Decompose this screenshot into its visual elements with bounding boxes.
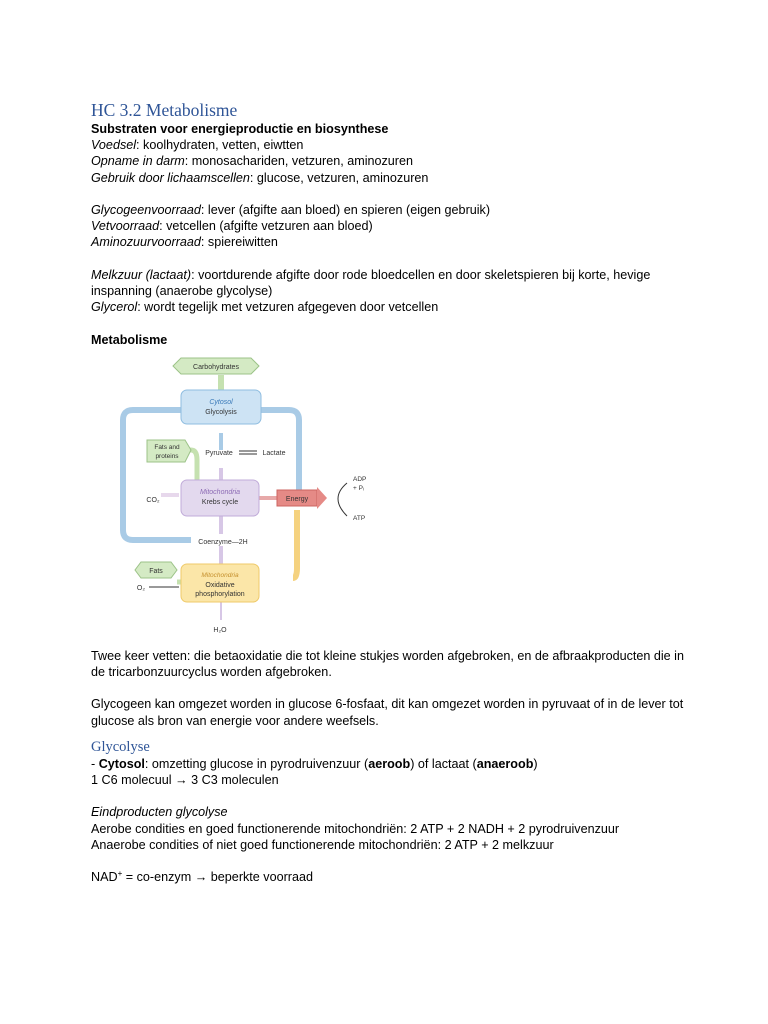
proteins-label: proteins [155, 452, 179, 460]
krebs-node [181, 480, 259, 516]
metabolism-diagram [91, 350, 383, 640]
coenzyme-label: Coenzyme—2H [198, 538, 248, 546]
energy-label: Energy [285, 495, 309, 503]
intro-opname: Opname in darm: monosachariden, vetzuren, aminozuren [91, 154, 414, 169]
pyruvate-label: Pyruvate [205, 449, 233, 457]
mitochondria-label-2: Mitochondria [201, 571, 239, 579]
glycerol-para: Glycerol: wordt tegelijk met vetzuren afgegeven door vetcellen [91, 300, 439, 315]
fats-and-label: Fats and [154, 443, 180, 451]
mitochondria-label-1: Mitochondria [199, 488, 241, 496]
reserve-aminozuur: Aminozuurvoorraad: spiereiwitten [91, 235, 278, 250]
krebs-label: Krebs cycle [201, 498, 239, 506]
reserve-vet: Vetvoorraad: vetcellen (afgifte vetzuren aan bloed) [91, 219, 373, 234]
page-title: HC 3.2 Metabolisme [91, 100, 238, 120]
carbohydrates-label: Carbohydrates [193, 363, 239, 371]
anaerobe-line: Anaerobe condities of niet goed functionerende mitochondriën: 2 ATP + 2 melkzuur [91, 837, 554, 852]
lactate-para: Melkzuur (lactaat): voortdurende afgifte door rode bloedcellen en door skeletspieren bij korte, hevige inspanning (anaerobe glycolyse) [91, 267, 651, 298]
cytosol-line: - Cytosol: omzetting glucose in pyrodruivenzuur (aeroob) of lactaat (anaeroob) [91, 756, 538, 771]
atp-label: ATP [353, 514, 366, 522]
co2-label: CO₂ [146, 496, 160, 504]
intro-gebruik: Gebruik door lichaamscellen: glucose, vetzuren, aminozuren [91, 170, 429, 185]
aerobe-line: Aerobe condities en goed functionerende mitochondriën: 2 ATP + 2 NADH + 2 pyrodruivenzuur [91, 821, 620, 836]
nad-line: NAD+ = co-enzym → beperkte voorraad [91, 869, 314, 885]
fats-label: Fats [149, 567, 163, 575]
oxidative-label: Oxidative [205, 581, 235, 589]
left-loop-arrow [123, 410, 191, 540]
molecule-line: 1 C6 molecuul → 3 C3 moleculen [91, 773, 279, 787]
cytosol-node [181, 390, 261, 424]
h2o-label: H₂O [213, 626, 227, 634]
adp-label: ADP [353, 475, 367, 483]
o2-label: O₂ [136, 584, 146, 592]
glycolysis-label: Glycolysis [205, 408, 237, 416]
para-glycogeen: Glycogeen kan omgezet worden in glucose 6-fosfaat, dit kan omgezet worden in pyruvaat of in de lever tot glucose als bron van energie voor andere weefsels. [91, 697, 684, 728]
subtitle: Substraten voor energieproductie en biosynthese [91, 122, 389, 136]
eindproducten-heading: Eindproducten glycolyse [91, 805, 228, 820]
para-vetten: Twee keer vetten: die betaoxidatie die tot kleine stukjes worden afgebroken, en de afbraakproducten die in de tricarbonzuurcyclus worden afgebroken. [91, 648, 684, 679]
metabolisme-heading: Metabolisme [91, 332, 168, 347]
document-page [91, 100, 691, 885]
cytosol-label: Cytosol [209, 398, 233, 406]
lactate-label: Lactate [262, 449, 286, 457]
phosphorylation-label: phosphorylation [195, 590, 245, 598]
pi-label: + Pᵢ [353, 484, 364, 492]
glycolyse-heading: Glycolyse [91, 738, 150, 755]
intro-voedsel: Voedsel: koolhydraten, vetten, eiwtten [91, 138, 304, 153]
reserve-glycogeen: Glycogeenvoorraad: lever (afgifte aan bloed) en spieren (eigen gebruik) [91, 203, 491, 217]
